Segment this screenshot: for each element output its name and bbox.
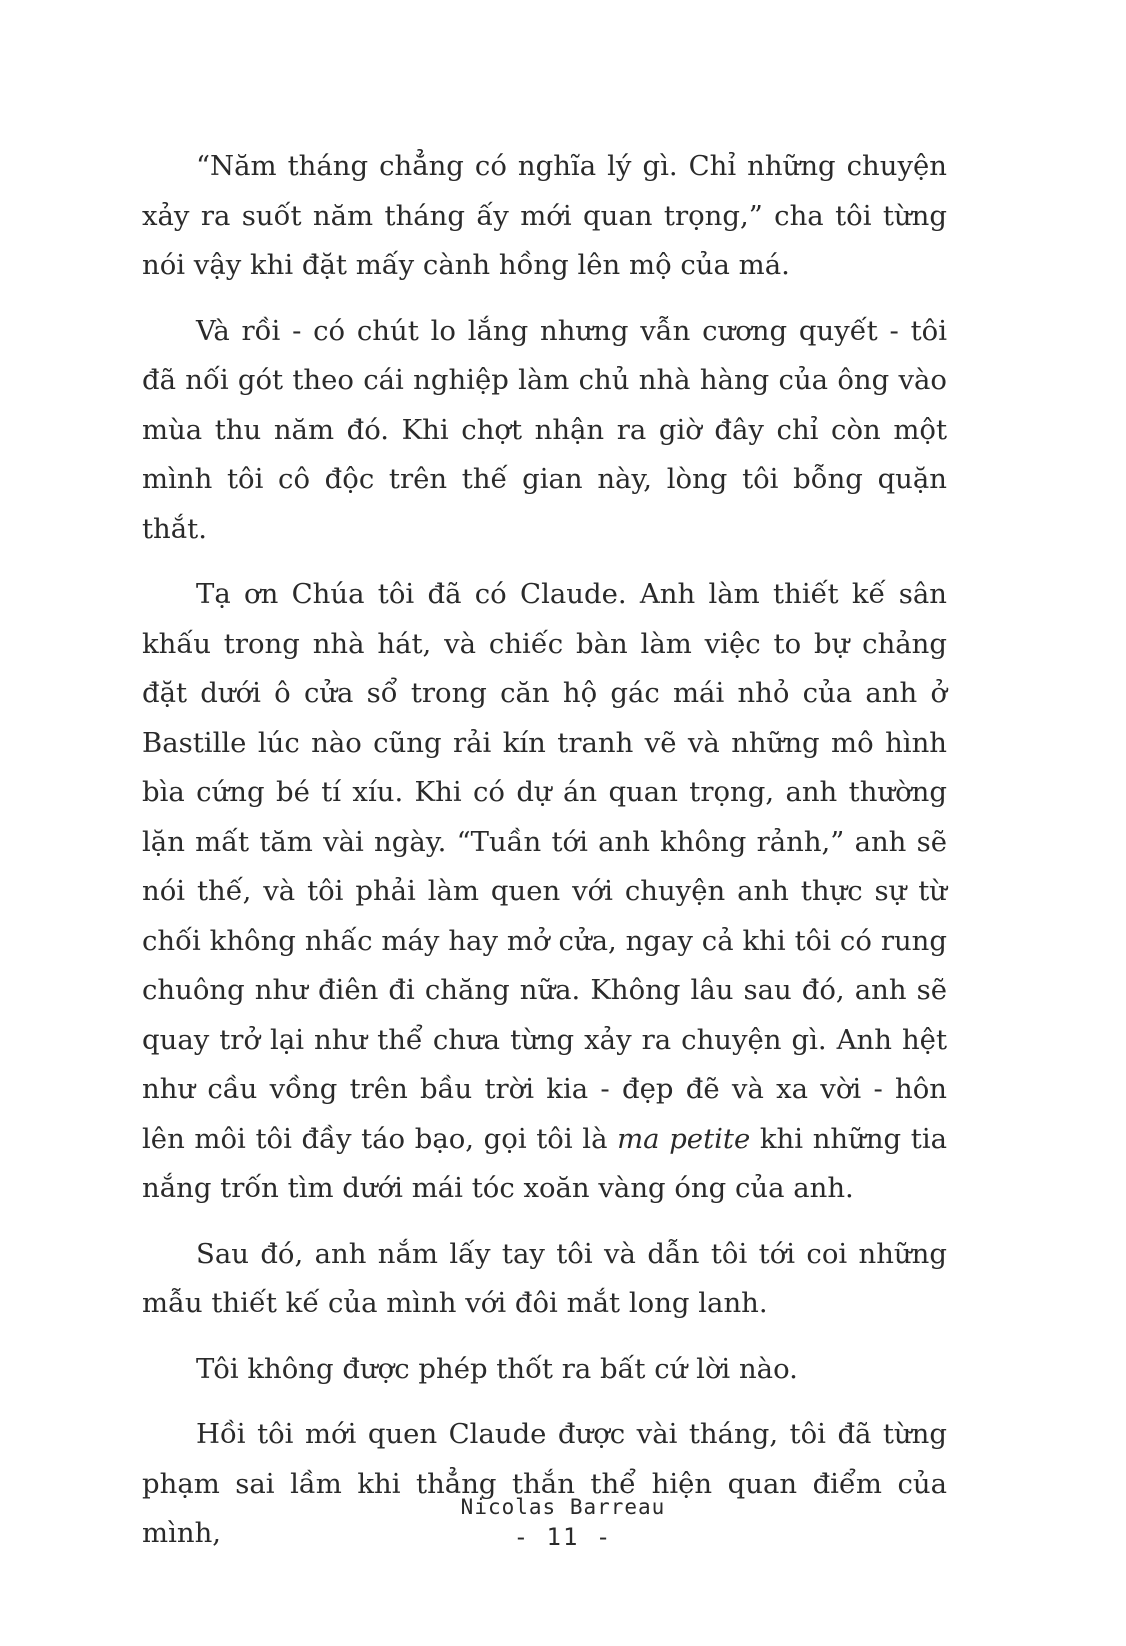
paragraph-1: “Năm tháng chẳng có nghĩa lý gì. Chỉ những chuyện xảy ra suốt năm tháng ấy mới quan trọng,” cha tôi từng nói vậy khi đặt mấy cành hồng lên mộ của má. (142, 150, 947, 281)
paragraph-3-text-end: khi những tia nắng trốn tìm dưới mái tóc xoăn vàng óng của anh. (142, 1122, 948, 1204)
paragraph-5: Tôi không được phép thốt ra bất cứ lời nào. (196, 1352, 798, 1385)
paragraph-4: Sau đó, anh nắm lấy tay tôi và dẫn tôi tới coi những mẫu thiết kế của mình với đôi mắt long lanh. (142, 1237, 947, 1319)
paragraph-3 (142, 570, 947, 1214)
paragraph-2: Và rồi - có chút lo lắng nhưng vẫn cương quyết - tôi đã nối gót theo cái nghiệp làm chủ nhà hàng của ông vào mùa thu năm đó. Khi chợt nhận ra giờ đây chỉ còn một mình tôi cô độc trên thế gian này, lòng tôi bỗng quặn thắt. (142, 314, 947, 545)
paragraph-3-text-start: Tạ ơn Chúa tôi đã có Claude. Anh làm thiết kế sân khấu trong nhà hát, và chiếc bàn làm việc to bự chảng đặt dưới ô cửa sổ trong căn hộ gác mái nhỏ của anh ở Bastille lúc nào cũng rải kín tranh vẽ và những mô hình bìa cứng bé tí xíu. Khi có dự án quan trọng, anh thường lặn mất tăm vài ngày. “Tuần tới anh không rảnh,” anh sẽ nói thế, và tôi phải làm quen với chuyện anh thực sự từ chối không nhấc máy hay mở cửa, ngay cả khi tôi có rung chuông như điên đi chăng nữa. Không lâu sau đó, anh sẽ quay trở lại như thể chưa từng xảy ra chuyện gì. Anh hệt như cầu vồng trên bầu trời kia - đẹp đẽ và xa vời - hôn lên môi tôi đầy táo bạo, gọi tôi là (142, 578, 947, 1155)
page-number: - 11 - (513, 1523, 613, 1551)
footer-author: Nicolas Barreau (460, 1495, 666, 1519)
paragraph-3-italic-phrase: ma petite (617, 1122, 751, 1155)
body-text (142, 142, 947, 1575)
paragraph-6: Hồi tôi mới quen Claude được vài tháng, tôi đã từng phạm sai lầm khi thẳng thắn thể hiện quan điểm của mình, (142, 1418, 947, 1549)
